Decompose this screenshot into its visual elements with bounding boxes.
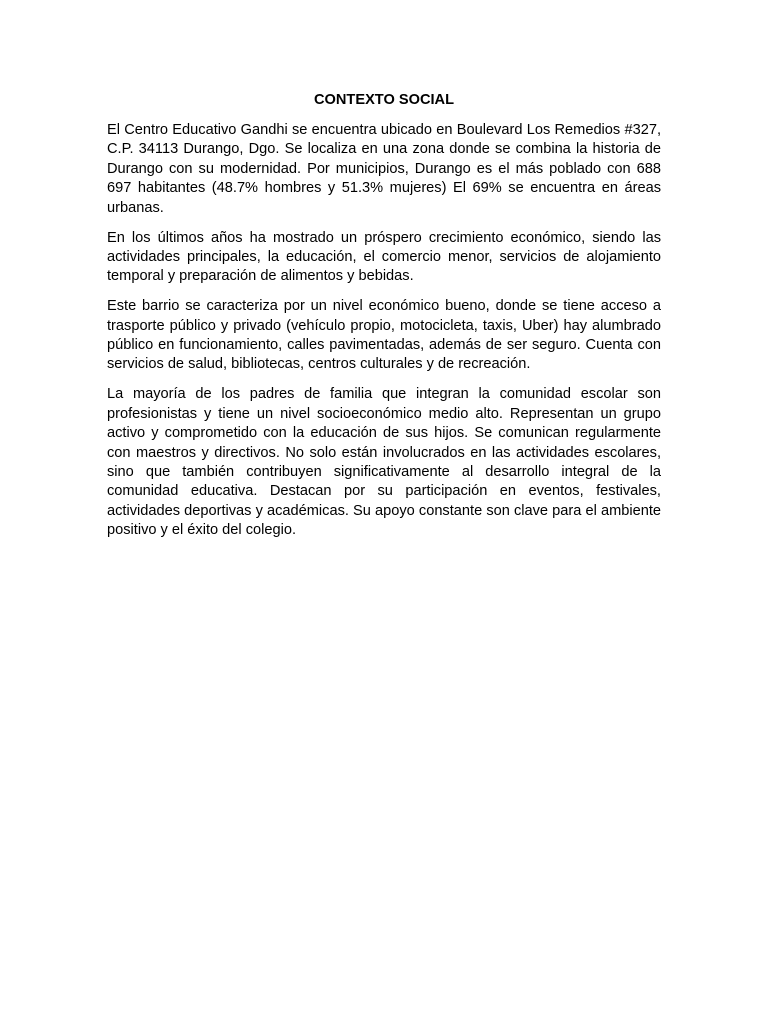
document-title: CONTEXTO SOCIAL: [313, 92, 454, 108]
paragraph-economy: En los últimos años ha mostrado un próspero crecimiento económico, siendo las actividades principales, la educación, el comercio menor, servicios de alojamiento temporal y preparación de alimentos y bebidas.: [107, 229, 661, 285]
paragraph-neighborhood: Este barrio se caracteriza por un nivel económico bueno, donde se tiene acceso a trasporte público y privado (vehículo propio, motocicleta, taxis, Uber) hay alumbrado público en funcionamiento, calles pavimentadas, además de ser seguro. Cuenta con servicios de salud, bibliotecas, centros culturales y de recreación.: [107, 298, 661, 373]
paragraph-location: El Centro Educativo Gandhi se encuentra ubicado en Boulevard Los Remedios #327, C.P. 34113 Durango, Dgo. Se localiza en una zona donde se combina la historia de Durango con su modernidad. Por municipios, Durango es el más poblado con 688 697 habitantes (48.7% hombres y 51.3% mujeres) El 69% se encuentra en áreas urbanas.: [107, 122, 661, 216]
document-page: [107, 91, 661, 551]
paragraph-families: La mayoría de los padres de familia que integran la comunidad escolar son profesionistas y tiene un nivel socioeconómico medio alto. Representan un grupo activo y comprometido con la educación de sus hijos. Se comunican regularmente con maestros y directivos. No solo están involucrados en las actividades escolares, sino que también contribuyen significativamente al desarrollo integral de la comunidad educativa. Destacan por su participación en eventos, festivales, actividades deportivas y académicas. Su apoyo constante son clave para el ambiente positivo y el éxito del colegio.: [107, 386, 661, 539]
